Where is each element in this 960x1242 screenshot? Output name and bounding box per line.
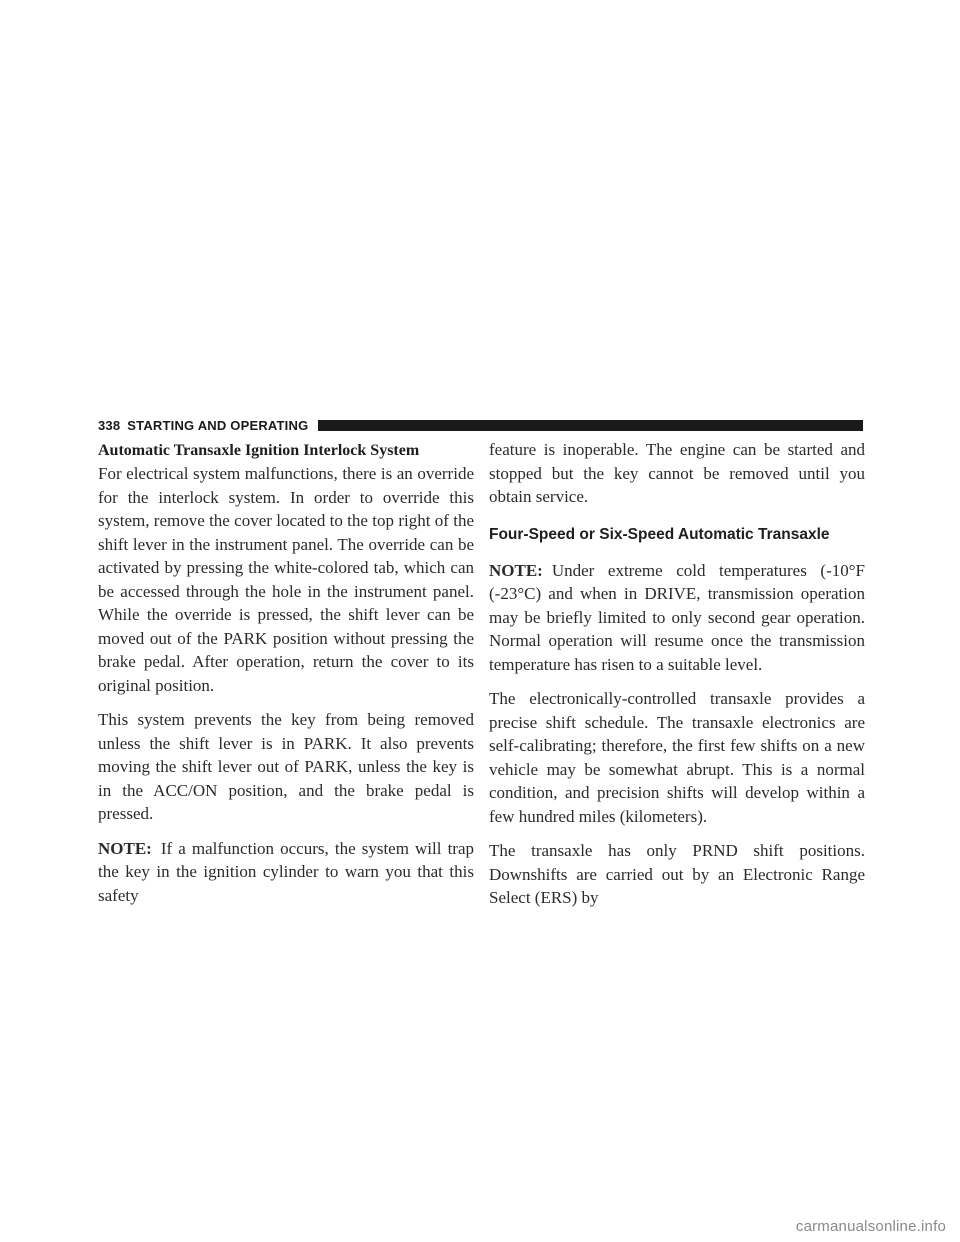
- interlock-heading: Automatic Transaxle Ignition Interlock System: [98, 442, 420, 459]
- interlock-note: [98, 837, 474, 908]
- transaxle-paragraph-2: The transaxle has only PRND shift positions. Downshifts are carried out by an Electronic Range Select (ERS) by: [489, 841, 865, 907]
- section-title: STARTING AND OPERATING: [127, 417, 309, 433]
- note-label: NOTE:: [489, 560, 543, 580]
- header-rule: [318, 420, 863, 431]
- note-text: Under extreme cold temperatures (-10°F (-23°C) and when in DRIVE, transmission operation may be briefly limited to only second gear operation. Normal operation will resume once the transmission temperature has risen to a suitable level.: [489, 560, 865, 674]
- note-label: NOTE:: [98, 838, 152, 858]
- interlock-paragraph-1: For electrical system malfunctions, there is an override for the interlock system. In order to override this system, remove the cover located to the top right of the shift lever in the instrument panel. The override can be activated by pressing the white-colored tab, which can be accessed through the hole in the instrument panel. While the override is pressed, the shift lever can be moved out of the PARK position without pressing the brake pedal. After operation, return the cover to its original position.: [98, 464, 474, 695]
- note-text: If a malfunction occurs, the system will trap the key in the ignition cylinder to warn you that this safety: [98, 838, 474, 905]
- transaxle-heading: Four-Speed or Six-Speed Automatic Transaxle: [489, 525, 830, 543]
- interlock-paragraph-2: This system prevents the key from being removed unless the shift lever is in PARK. It also prevents moving the shift lever out of PARK, unless the key is in the ACC/ON position, and the brake pedal is pressed.: [98, 710, 474, 823]
- transaxle-paragraph-1: The electronically-controlled transaxle provides a precise shift schedule. The transaxle electronics are self-calibrating; therefore, the first few shifts on a new vehicle may be somewhat abrupt. This is a normal condition, and precision shifts will develop within a few hundred miles (kilometers).: [489, 689, 865, 826]
- left-column: [98, 438, 474, 918]
- continued-paragraph: feature is inoperable. The engine can be started and stopped but the key cannot be removed until you obtain service.: [489, 440, 865, 506]
- transaxle-note: [489, 559, 865, 677]
- page-header: [98, 418, 863, 432]
- page-number: 338: [98, 417, 121, 433]
- watermark: carmanualsonline.info: [795, 1218, 946, 1235]
- right-column: [489, 438, 865, 921]
